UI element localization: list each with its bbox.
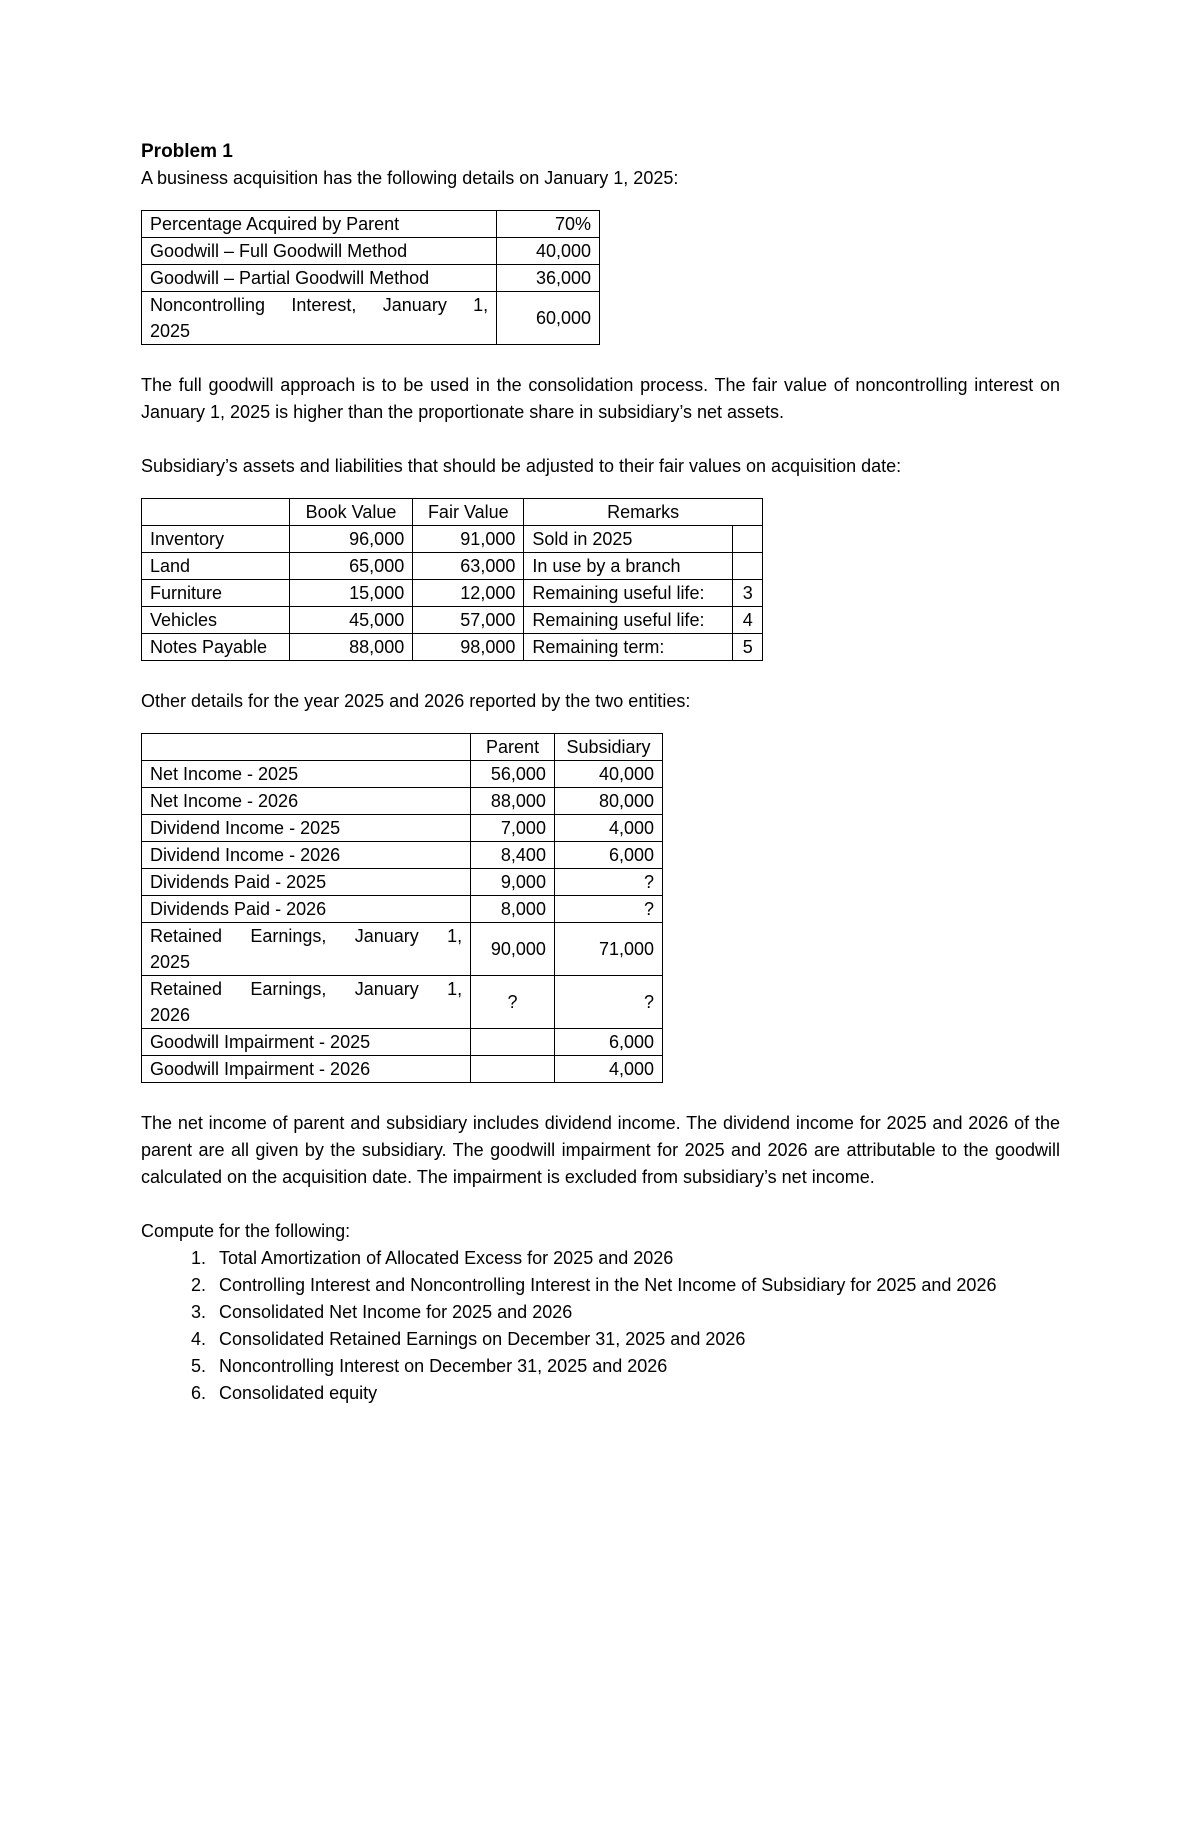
table-row	[142, 265, 600, 292]
fv-header-blank	[142, 499, 290, 526]
details-label: Net Income - 2025	[142, 761, 471, 788]
details-subsidiary: 6,000	[554, 1029, 662, 1056]
acq-label: Noncontrolling Interest, January 1, 2025	[142, 292, 497, 345]
acq-value: 40,000	[497, 238, 600, 265]
details-label: Dividends Paid - 2026	[142, 896, 471, 923]
details-parent: 56,000	[471, 761, 555, 788]
details-subsidiary: 40,000	[554, 761, 662, 788]
details-parent: 9,000	[471, 869, 555, 896]
fv-item: Notes Payable	[142, 634, 290, 661]
document-page	[141, 138, 1060, 1407]
fv-num: 4	[733, 607, 763, 634]
fv-item: Vehicles	[142, 607, 290, 634]
compute-intro: Compute for the following:	[141, 1221, 351, 1241]
details-parent: 88,000	[471, 788, 555, 815]
details-subsidiary: ?	[554, 976, 662, 1029]
intro-text: A business acquisition has the following details on January 1, 2025:	[141, 168, 679, 188]
list-item: 4. Consolidated Retained Earnings on December 31, 2025 and 2026	[211, 1326, 1060, 1353]
details-subsidiary: 4,000	[554, 815, 662, 842]
details-label: Dividend Income - 2025	[142, 815, 471, 842]
details-parent: 90,000	[471, 923, 555, 976]
table-row	[142, 238, 600, 265]
fv-fair: 57,000	[413, 607, 524, 634]
table-row	[142, 923, 663, 976]
acq-label: Percentage Acquired by Parent	[142, 211, 497, 238]
details-parent: 8,000	[471, 896, 555, 923]
table-row	[142, 976, 663, 1029]
fv-remark: In use by a branch	[524, 553, 733, 580]
fv-remark: Remaining useful life:	[524, 607, 733, 634]
details-subsidiary: 71,000	[554, 923, 662, 976]
table-row	[142, 788, 663, 815]
details-header-subsidiary: Subsidiary	[554, 734, 662, 761]
table-row	[142, 896, 663, 923]
details-parent: 7,000	[471, 815, 555, 842]
acquisition-table	[141, 210, 600, 345]
details-table	[141, 733, 663, 1083]
acq-value: 36,000	[497, 265, 600, 292]
fv-num: 5	[733, 634, 763, 661]
table-row	[142, 526, 763, 553]
list-item: 6. Consolidated equity	[211, 1380, 1060, 1407]
table-row	[142, 292, 600, 345]
table-row	[142, 607, 763, 634]
fv-book: 45,000	[289, 607, 412, 634]
fv-item: Inventory	[142, 526, 290, 553]
details-label: Dividend Income - 2026	[142, 842, 471, 869]
compute-list	[141, 1245, 1060, 1407]
acq-label: Goodwill – Partial Goodwill Method	[142, 265, 497, 292]
paragraph-fair-value-intro: Subsidiary’s assets and liabilities that should be adjusted to their fair values on acquisition date:	[141, 456, 902, 476]
fv-fair: 12,000	[413, 580, 524, 607]
table-row	[142, 553, 763, 580]
paragraph-other-details: Other details for the year 2025 and 2026 reported by the two entities:	[141, 691, 691, 711]
details-subsidiary: ?	[554, 896, 662, 923]
fv-fair: 91,000	[413, 526, 524, 553]
details-header-blank	[142, 734, 471, 761]
acq-label: Goodwill – Full Goodwill Method	[142, 238, 497, 265]
fv-book: 65,000	[289, 553, 412, 580]
fv-remark: Remaining useful life:	[524, 580, 733, 607]
fv-remark: Sold in 2025	[524, 526, 733, 553]
fv-fair: 98,000	[413, 634, 524, 661]
fv-book: 96,000	[289, 526, 412, 553]
details-parent: ?	[471, 976, 555, 1029]
details-parent	[471, 1029, 555, 1056]
acq-value: 70%	[497, 211, 600, 238]
fv-fair: 63,000	[413, 553, 524, 580]
fv-header-book: Book Value	[289, 499, 412, 526]
details-subsidiary: 4,000	[554, 1056, 662, 1083]
fv-book: 88,000	[289, 634, 412, 661]
fv-num	[733, 553, 763, 580]
details-parent: 8,400	[471, 842, 555, 869]
table-row	[142, 580, 763, 607]
details-label: Retained Earnings, January 1, 2026	[142, 976, 471, 1029]
details-label: Dividends Paid - 2025	[142, 869, 471, 896]
table-row	[142, 869, 663, 896]
table-header-row	[142, 499, 763, 526]
table-row	[142, 1056, 663, 1083]
details-subsidiary: ?	[554, 869, 662, 896]
details-subsidiary: 6,000	[554, 842, 662, 869]
fv-num	[733, 526, 763, 553]
details-label: Goodwill Impairment - 2026	[142, 1056, 471, 1083]
list-item: 3. Consolidated Net Income for 2025 and 2026	[211, 1299, 1060, 1326]
details-subsidiary: 80,000	[554, 788, 662, 815]
fv-book: 15,000	[289, 580, 412, 607]
fv-item: Furniture	[142, 580, 290, 607]
acq-value: 60,000	[497, 292, 600, 345]
table-row	[142, 1029, 663, 1056]
fv-num: 3	[733, 580, 763, 607]
fv-header-fair: Fair Value	[413, 499, 524, 526]
paragraph-notes: The net income of parent and subsidiary includes dividend income. The dividend income for 2025 and 2026 of the parent are all given by the subsidiary. The goodwill impairment for 2025 and 2026 are attributable to the goodwill calculated on the acquisition date. The impairment is excluded from subsidiary’s net income.	[141, 1113, 1060, 1187]
details-label: Net Income - 2026	[142, 788, 471, 815]
list-item: 5. Noncontrolling Interest on December 31, 2025 and 2026	[211, 1353, 1060, 1380]
fv-remark: Remaining term:	[524, 634, 733, 661]
table-row	[142, 634, 763, 661]
paragraph-full-goodwill: The full goodwill approach is to be used in the consolidation process. The fair value of noncontrolling interest on January 1, 2025 is higher than the proportionate share in subsidiary’s net assets.	[141, 375, 1060, 422]
fair-value-table	[141, 498, 763, 661]
fv-item: Land	[142, 553, 290, 580]
table-row	[142, 842, 663, 869]
details-label: Goodwill Impairment - 2025	[142, 1029, 471, 1056]
table-header-row	[142, 734, 663, 761]
problem-title: Problem 1	[141, 141, 233, 162]
details-header-parent: Parent	[471, 734, 555, 761]
table-row	[142, 761, 663, 788]
fv-header-remarks: Remarks	[524, 499, 763, 526]
details-parent	[471, 1056, 555, 1083]
table-row	[142, 211, 600, 238]
table-row	[142, 815, 663, 842]
details-label: Retained Earnings, January 1, 2025	[142, 923, 471, 976]
list-item: 2. Controlling Interest and Noncontrolling Interest in the Net Income of Subsidiary for 2025 and 2026	[211, 1272, 1060, 1299]
list-item: 1. Total Amortization of Allocated Excess for 2025 and 2026	[211, 1245, 1060, 1272]
